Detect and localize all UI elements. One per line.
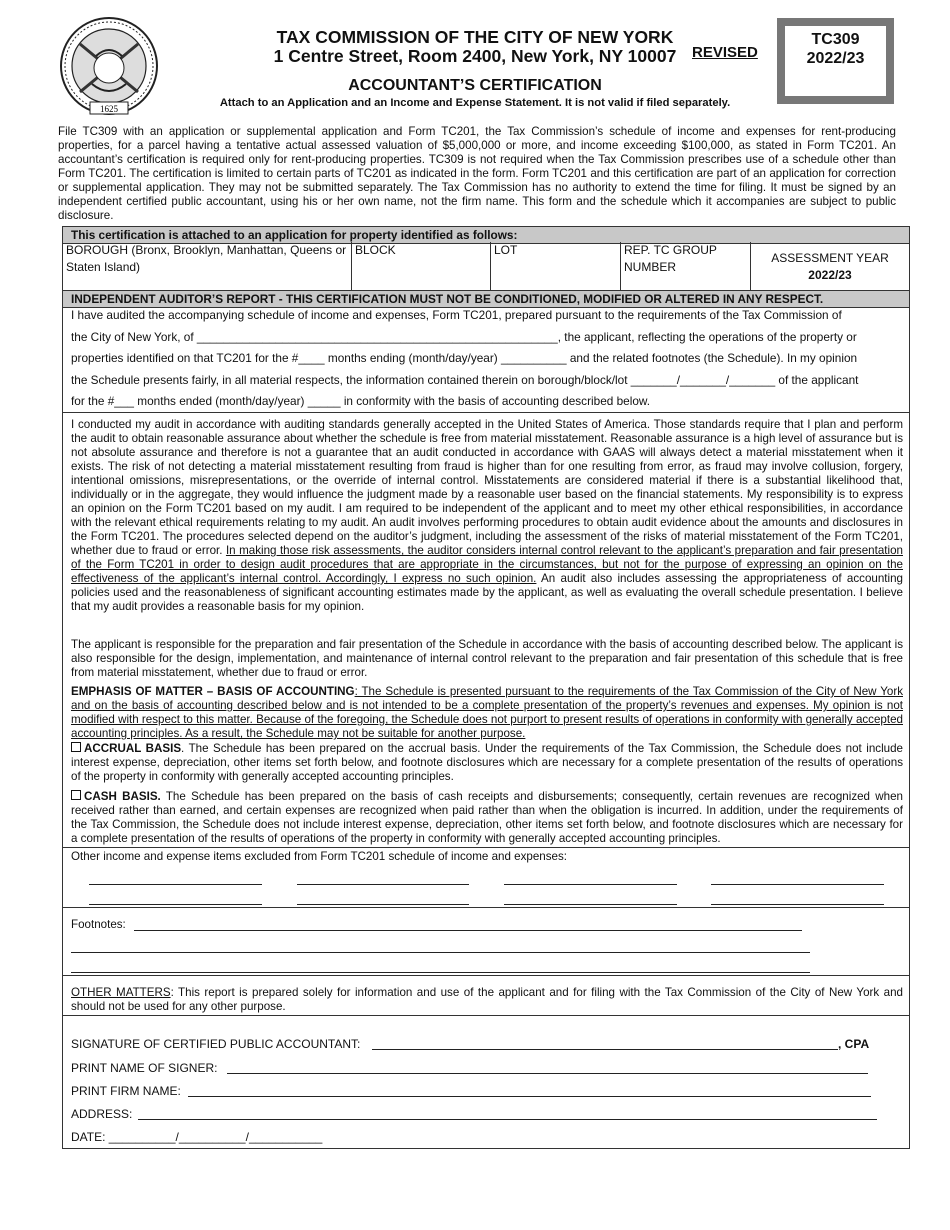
assessment-year-value: 2022/23 <box>808 268 852 282</box>
auditor-line: properties identified on that TC201 for the #____ months ending (month/day/year) __________ and the related footnotes (the Schedule). In my opinion <box>71 351 858 365</box>
assessment-year-cell <box>751 242 909 290</box>
seal-year: 1625 <box>100 104 118 114</box>
accrual-basis-option <box>71 742 903 784</box>
form-id-box <box>777 18 894 104</box>
lot-label: LOT <box>494 243 518 257</box>
cpa-label: , CPA <box>838 1037 870 1051</box>
auditor-line: I have audited the accompanying schedule of income and expenses, Form TC201, prepared pursuant to the requirements of the Tax Commission of <box>71 308 842 322</box>
print-name-label: PRINT NAME OF SIGNER: <box>71 1061 218 1075</box>
date-label: DATE: <box>71 1130 106 1144</box>
other-item-line[interactable] <box>89 904 262 905</box>
page-subtitle: Attach to an Application and an Income and Expense Statement. It is not valid if filed separately. <box>219 97 731 109</box>
lot-field[interactable] <box>491 242 621 290</box>
block-field[interactable] <box>352 242 491 290</box>
other-matters-paragraph <box>71 986 903 1014</box>
agency-header <box>230 28 720 66</box>
form-number: TC309 <box>811 31 860 48</box>
other-item-line[interactable] <box>504 884 677 885</box>
emphasis-paragraph <box>71 685 903 741</box>
date-field[interactable] <box>71 1130 322 1144</box>
accrual-text: . The Schedule has been prepared on the accrual basis. Under the requirements of the Tax Commission, the Schedule does not include interest expense, depreciation, other items set forth below, and footnote disclosures which are necessary for a complete presentation of the results of operations of the property in conformity with generally accepted accounting principles. <box>71 742 903 783</box>
footnote-line[interactable] <box>134 930 802 931</box>
agency-name: TAX COMMISSION OF THE CITY OF NEW YORK <box>276 27 674 47</box>
address-label: ADDRESS: <box>71 1107 133 1121</box>
firm-name-label: PRINT FIRM NAME: <box>71 1084 181 1098</box>
nyc-seal-logo <box>60 14 158 122</box>
address-line[interactable] <box>138 1119 877 1120</box>
emphasis-text: : The Schedule is presented pursuant to the requirements of the Tax Commission of the City of New York and on the basis of accounting described below and is not intended to be a complete presentation of the property’s revenues and expenses. My opinion is not modified with respect to this matter. Because of the foregoing, the Schedule does not purport to present results of operations in conformity with generally accepted accounting principles. As a result, the Schedule may not be suitable for another purpose. <box>71 685 903 740</box>
accrual-checkbox[interactable] <box>71 742 81 752</box>
auditor-line: for the #___ months ended (month/day/year) _____ in conformity with the basis of accounting described below. <box>71 394 651 408</box>
footnotes-label: Footnotes: <box>71 918 126 931</box>
other-item-line[interactable] <box>297 904 469 905</box>
property-table <box>62 226 910 291</box>
auditor-line: the Schedule presents fairly, in all material respects, the information contained therein on borough/block/lot _______/_______/_______ of the applicant <box>71 372 859 387</box>
form-year: 2022/23 <box>806 50 865 67</box>
other-item-line[interactable] <box>504 904 677 905</box>
print-name-line[interactable] <box>227 1073 868 1074</box>
property-bar: This certification is attached to an application for property identified as follows: <box>63 227 909 244</box>
other-item-line[interactable] <box>297 884 469 885</box>
audit-p1-end: An audit also includes assessing the appropriateness of accounting policies used and the reasonableness of significant accounting estimates made by the applicant, as well as evaluating the overall schedule presentation. I believe that my audit provides a reasonable basis for my opinion. <box>71 572 903 613</box>
signature-label: SIGNATURE OF CERTIFIED PUBLIC ACCOUNTANT: <box>71 1037 361 1051</box>
audit-p1-text: I conducted my audit in accordance with auditing standards generally accepted in the United States of America. Those standards require that I plan and perform the audit to obtain reasonable assurance about whether the schedule is free from material misstatement. Reasonable assurance is a high level of assurance but is not absolute assurance and therefore is not a guarantee that an audit conducted in accordance with GAAS will always detect a material misstatement when it exists. The risk of not detecting a material misstatement resulting from fraud is higher than for one resulting from error, as fraud may involve collusion, forgery, intentional omissions, misrepresentations, or the override of internal control. Misstatements are considered material if there is a substantial likelihood that, individually or in the aggregate, they would influence the judgment made by a reasonable user based on the financial statements. My responsibility is to express an opinion on the Form TC201 based on my audit. I am required to be independent of the applicant and to meet my other ethical responsibilities, in accordance with the relevant ethical requirements relating to my audit. An audit involves performing procedures to obtain audit evidence about the amounts and disclosures in the Form TC201. The procedures selected depend on the auditor’s judgment, including the assessment of the risks of material misstatement of the Form TC201, whether due to fraud or error. <box>71 418 904 557</box>
auditor-bar: INDEPENDENT AUDITOR’S REPORT - THIS CERTIFICATION MUST NOT BE CONDITIONED, MODIFIED OR ALTERED IN ANY RESPECT. <box>63 291 909 308</box>
footnote-line[interactable] <box>71 972 810 973</box>
block-label: BLOCK <box>355 243 396 257</box>
responsibility-paragraph: The applicant is responsible for the preparation and fair presentation of the Schedule in accordance with the basis of accounting described below. The applicant is also responsible for the design, implementation, and maintenance of internal control relevant to the preparation and fair presentation of this schedule that is free from material misstatement, whether due to fraud or error. <box>71 638 903 679</box>
assessment-year-label: ASSESSMENT YEAR <box>771 251 889 265</box>
borough-field[interactable] <box>63 242 352 290</box>
accrual-label: ACCRUAL BASIS <box>84 742 182 755</box>
firm-name-line[interactable] <box>188 1096 871 1097</box>
group-number-field[interactable] <box>621 242 751 290</box>
divider <box>62 975 910 976</box>
date-blank: __________/__________/___________ <box>108 1130 323 1144</box>
other-item-line[interactable] <box>711 904 884 905</box>
other-item-line[interactable] <box>711 884 884 885</box>
other-items-label: Other income and expense items excluded from Form TC201 schedule of income and expenses: <box>71 850 568 863</box>
other-matters-label: OTHER MATTERS <box>71 986 171 999</box>
emphasis-label: EMPHASIS OF MATTER – BASIS OF ACCOUNTING <box>71 685 355 698</box>
other-matters-text: : This report is prepared solely for information and use of the applicant and for filing with the Tax Commission of the City of New York and should not be used for any other purpose. <box>71 986 903 1013</box>
auditor-report-text[interactable] <box>63 305 909 413</box>
revised-label: REVISED <box>692 44 758 61</box>
page-title: ACCOUNTANT’S CERTIFICATION <box>348 77 602 94</box>
other-item-line[interactable] <box>89 884 262 885</box>
cash-text: The Schedule has been prepared on the basis of cash receipts and disbursements; consequently, certain revenues are recognized when received rather than earned, and certain expenses are recognized when paid rather than when the obligation is incurred. In addition, under the requirements of the Tax Commission, the Schedule does not include interest expense, depreciation, other items set forth below, and footnote disclosures which are necessary for a complete presentation of the results of operations of the property in conformity with generally accepted accounting principles. <box>71 790 903 845</box>
divider <box>62 907 910 908</box>
cash-label: CASH BASIS. <box>84 790 161 803</box>
audit-paragraph-1 <box>71 418 903 614</box>
audit-p1-underlined: In making those risk assessments, the auditor considers internal control relevant to the applicant’s preparation and fair presentation of the Form TC201 in order to design audit procedures that are appropriate in the circumstances, but not for the purpose of expressing an opinion on the effectiveness of the applicant’s internal control. Accordingly, I express no such opinion. <box>71 544 903 585</box>
group-number-label: REP. TC GROUP NUMBER <box>624 243 717 274</box>
signature-line[interactable] <box>372 1049 838 1050</box>
divider <box>62 1015 910 1016</box>
agency-address: 1 Centre Street, Room 2400, New York, NY 10007 <box>273 46 677 66</box>
footnote-line[interactable] <box>71 952 810 953</box>
divider <box>62 847 910 848</box>
cash-checkbox[interactable] <box>71 790 81 800</box>
cash-basis-option <box>71 790 903 846</box>
intro-paragraph: File TC309 with an application or supplemental application and Form TC201, the Tax Commission’s schedule of income and expenses for rent-producing properties, for a parcel having a tentative actual assessed valuation of $5,000,000 or more, and income exceeding $100,000, as stated in Form TC201. An accountant’s certification is required only for rent-producing properties. TC309 is not required when the Tax Commission prescribes use of a schedule other than Form TC201. The certification is limited to certain parts of TC201 as indicated in the form. Form TC201 and this certification are part of an application for correction or supplemental application. They may not be submitted separately. The Tax Commission has no authority to extend the time for filing. It must be signed by an independent certified public accountant, using his or her own name, not the firm name. This form and the schedule which it accompanies are subject to public disclosure. <box>58 125 896 222</box>
auditor-line: the City of New York, of _______________________________________________________, the applicant, reflecting the operations of the property or <box>71 329 857 344</box>
auditor-report-section <box>62 290 910 413</box>
borough-label: BOROUGH (Bronx, Brooklyn, Manhattan, Queens or Staten Island) <box>66 243 347 274</box>
